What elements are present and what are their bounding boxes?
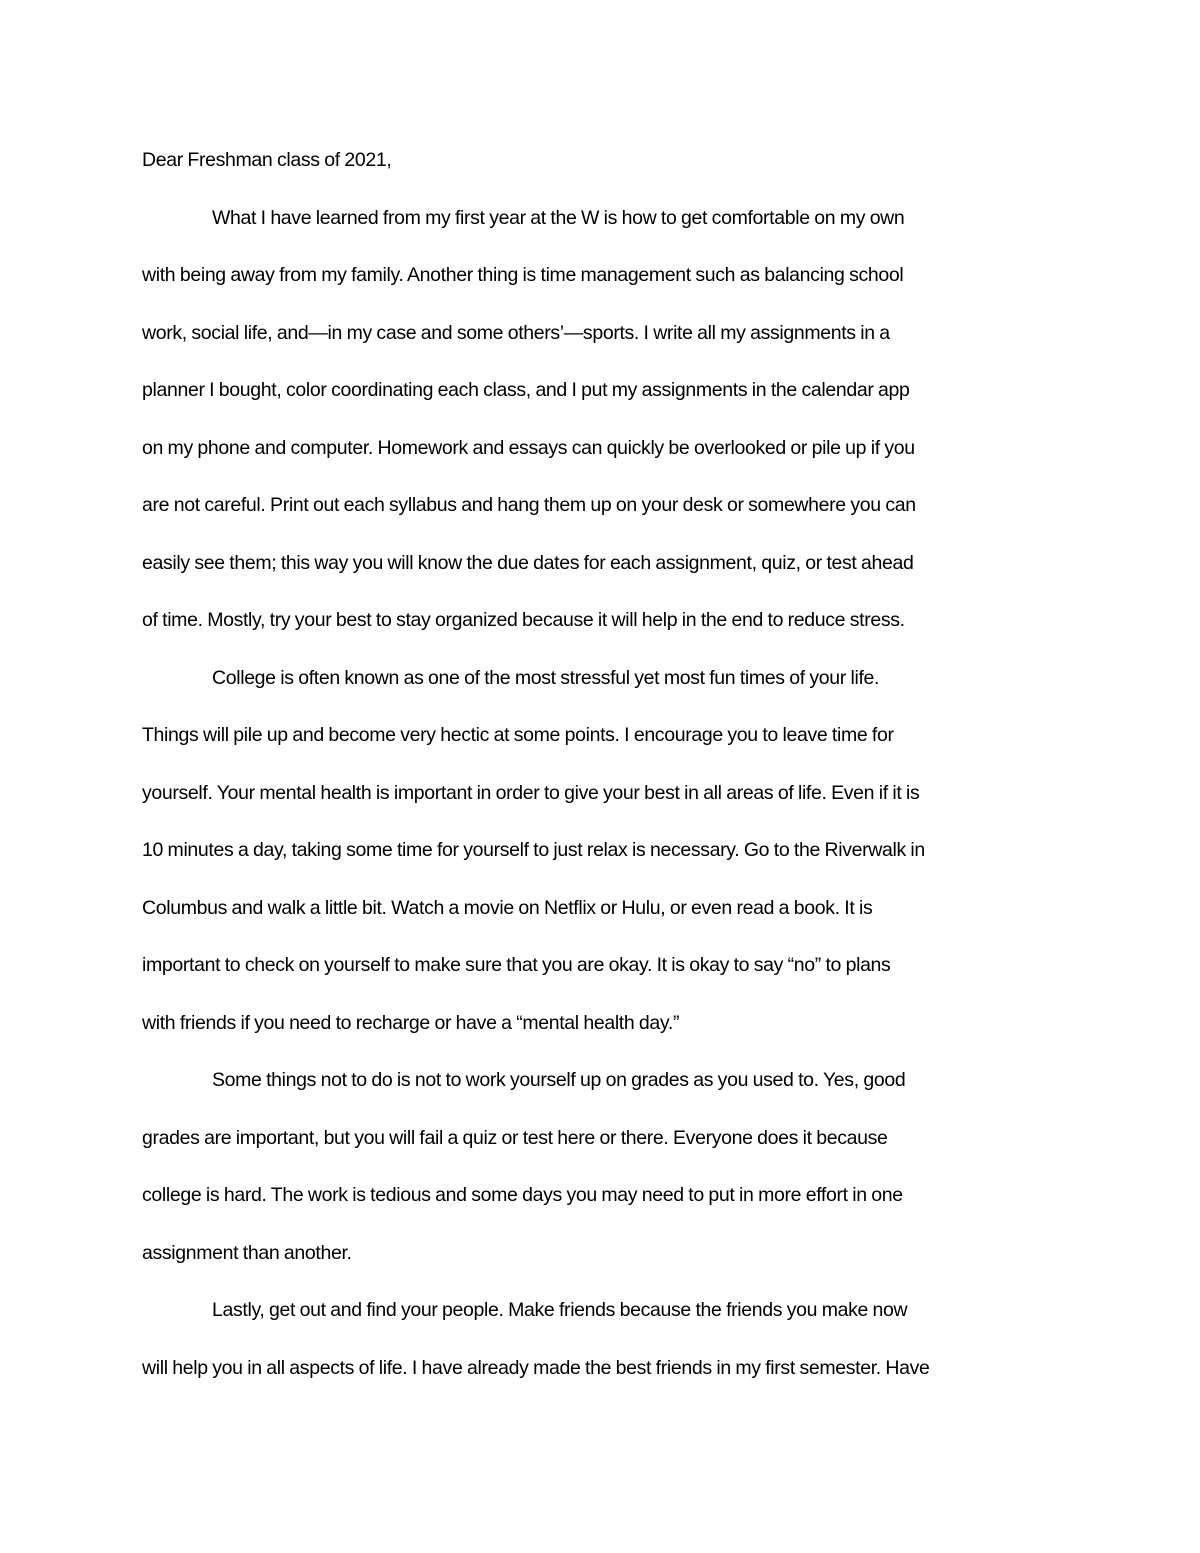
text-line: easily see them; this way you will know the due dates for each assignment, quiz, or test ahead <box>142 551 914 574</box>
text-line: on my phone and computer. Homework and essays can quickly be overlooked or pile up if you <box>142 436 915 459</box>
letter-body <box>142 140 1062 1405</box>
text-line: Some things not to do is not to work yourself up on grades as you used to. Yes, good <box>212 1069 906 1091</box>
text-line: college is hard. The work is tedious and some days you may need to put in more effort in one <box>142 1184 903 1206</box>
text-line: Things will pile up and become very hectic at some points. I encourage you to leave time for <box>142 724 894 746</box>
text-line: work, social life, and—in my case and some others’—sports. I write all my assignments in a <box>142 321 890 344</box>
text-line: assignment than another. <box>142 1241 352 1264</box>
text-line: grades are important, but you will fail a quiz or test here or there. Everyone does it because <box>142 1126 888 1149</box>
text-line: planner I bought, color coordinating each class, and I put my assignments in the calendar app <box>142 379 910 401</box>
text-line: will help you in all aspects of life. I have already made the best friends in my first semester. Have <box>142 1356 930 1379</box>
text-line: are not careful. Print out each syllabus and hang them up on your desk or somewhere you can <box>142 494 916 516</box>
text-line: with being away from my family. Another thing is time management such as balancing school <box>142 264 904 286</box>
text-line: of time. Mostly, try your best to stay organized because it will help in the end to reduce stress. <box>142 609 905 631</box>
text-line: important to check on yourself to make sure that you are okay. It is okay to say “no” to plans <box>142 954 891 976</box>
text-line: College is often known as one of the most stressful yet most fun times of your life. <box>212 666 880 689</box>
text-line: yourself. Your mental health is important in order to give your best in all areas of life. Even if it is <box>142 781 920 804</box>
salutation: Dear Freshman class of 2021, <box>142 149 392 171</box>
text-line: Columbus and walk a little bit. Watch a movie on Netflix or Hulu, or even read a book. It is <box>142 896 873 919</box>
text-line: 10 minutes a day, taking some time for yourself to just relax is necessary. Go to the Riverwalk in <box>142 839 925 861</box>
text-line: Lastly, get out and find your people. Make friends because the friends you make now <box>212 1299 908 1321</box>
text-line: with friends if you need to recharge or have a “mental health day.” <box>142 1011 680 1034</box>
text-line: What I have learned from my first year at the W is how to get comfortable on my own <box>212 206 905 229</box>
